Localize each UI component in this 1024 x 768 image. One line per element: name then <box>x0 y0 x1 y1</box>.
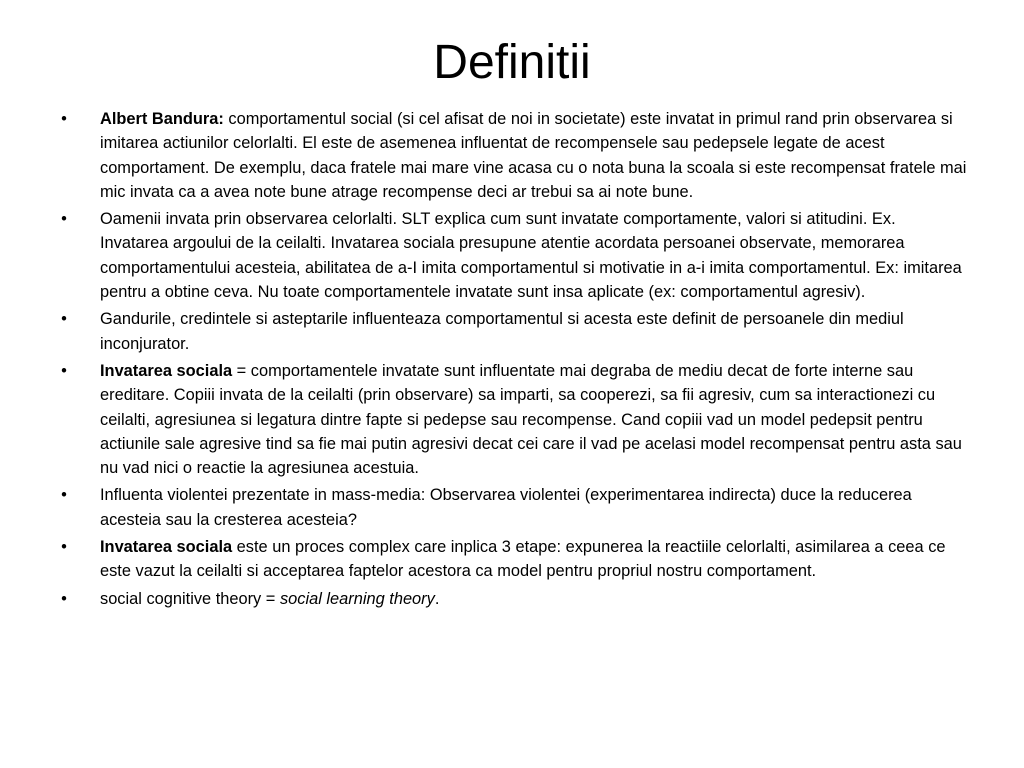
bullet-tail: . <box>434 589 440 608</box>
bullet-icon: • <box>61 538 67 557</box>
bullet-text: Influenta violentei prezentate in mass-media: Observarea violentei (experimentarea indirecta) duce la reducerea acesteia sau la cresterea acesteia? <box>100 486 912 529</box>
bullet-item-invatarea-sociala-definitie <box>61 359 968 480</box>
bullet-list <box>61 107 968 614</box>
bullet-icon: • <box>61 486 67 505</box>
bullet-item-invatarea-sociala-etape <box>61 535 968 584</box>
bullet-lead: Invatarea sociala <box>100 538 233 557</box>
bullet-lead: Invatarea sociala <box>100 361 233 380</box>
bullet-emphasis: social learning theory <box>279 589 435 608</box>
bullet-icon: • <box>61 589 67 608</box>
bullet-text: este un proces complex care inplica 3 etape: expunerea la reactiile celorlalti, asimilarea a ceea ce este vazut la ceilalti si acceptarea faptelor acestora ca model pentru propriul nostru comportament. <box>100 538 946 581</box>
bullet-icon: • <box>61 361 67 380</box>
bullet-text: = comportamentele invatate sunt influentate mai degraba de mediu decat de forte interne sau ereditare. Copiii invata de la ceilalti (prin observare) sa imparti, sa cooperezi, sa fii agresiv, cum sa interactionezi cu ceilalti, agresiunea si legatura dintre fapte si pedepse sau recompense. Cand copiii vad un model pedepsit pentru actiunile sale agresive tind sa fie mai putin agresivi decat cei care il vad pe acelasi model recompensat pentru asta sau nu vad nici o reactie la agresiunea acestuia. <box>100 361 962 478</box>
bullet-lead: Albert Bandura: <box>100 110 224 128</box>
bullet-item-mass-media <box>61 483 968 532</box>
bullet-text: Gandurile, credintele si asteptarile influenteaza comportamentul si acesta este definit de persoanele din mediul inconjurator. <box>100 310 904 353</box>
bullet-icon: • <box>61 210 67 229</box>
bullet-icon: • <box>61 110 67 128</box>
slide-title: Definitii <box>433 36 591 89</box>
bullet-text: comportamentul social (si cel afisat de noi in societate) este invatat in primul rand prin observarea si imitarea actiunilor celorlalti. El este de asemenea influentat de recompensele sau pedepsele legate de acest comportament. De exemplu, daca fratele mai mare vine acasa cu o nota buna la scoala si este recompensat fratele mai mic invata ca a avea note bune atrage recompense deci ar trebui sa ai note bune. <box>100 110 967 201</box>
bullet-text: social cognitive theory = <box>100 589 280 608</box>
bullet-item-albert-bandura <box>61 107 968 204</box>
bullet-text: Oamenii invata prin observarea celorlalti. SLT explica cum sunt invatate comportamente, valori si atitudini. Ex. Invatarea argoului de la ceilalti. Invatarea sociala presupune atentie acordata persoanei observate, memorarea comportamentului acesteia, abilitatea de a-I imita comportamentul si motivatie in a-i imita comportamentul. Ex: imitarea pentru a obtine ceva. Nu toate comportamentele invatate sunt insa aplicate (ex: comportamentul agresiv). <box>100 210 962 302</box>
bullet-item-social-cognitive-theory <box>61 587 968 611</box>
bullet-item-gandurile <box>61 307 968 356</box>
bullet-icon: • <box>61 310 67 329</box>
bullet-item-oamenii-invata <box>61 207 968 304</box>
